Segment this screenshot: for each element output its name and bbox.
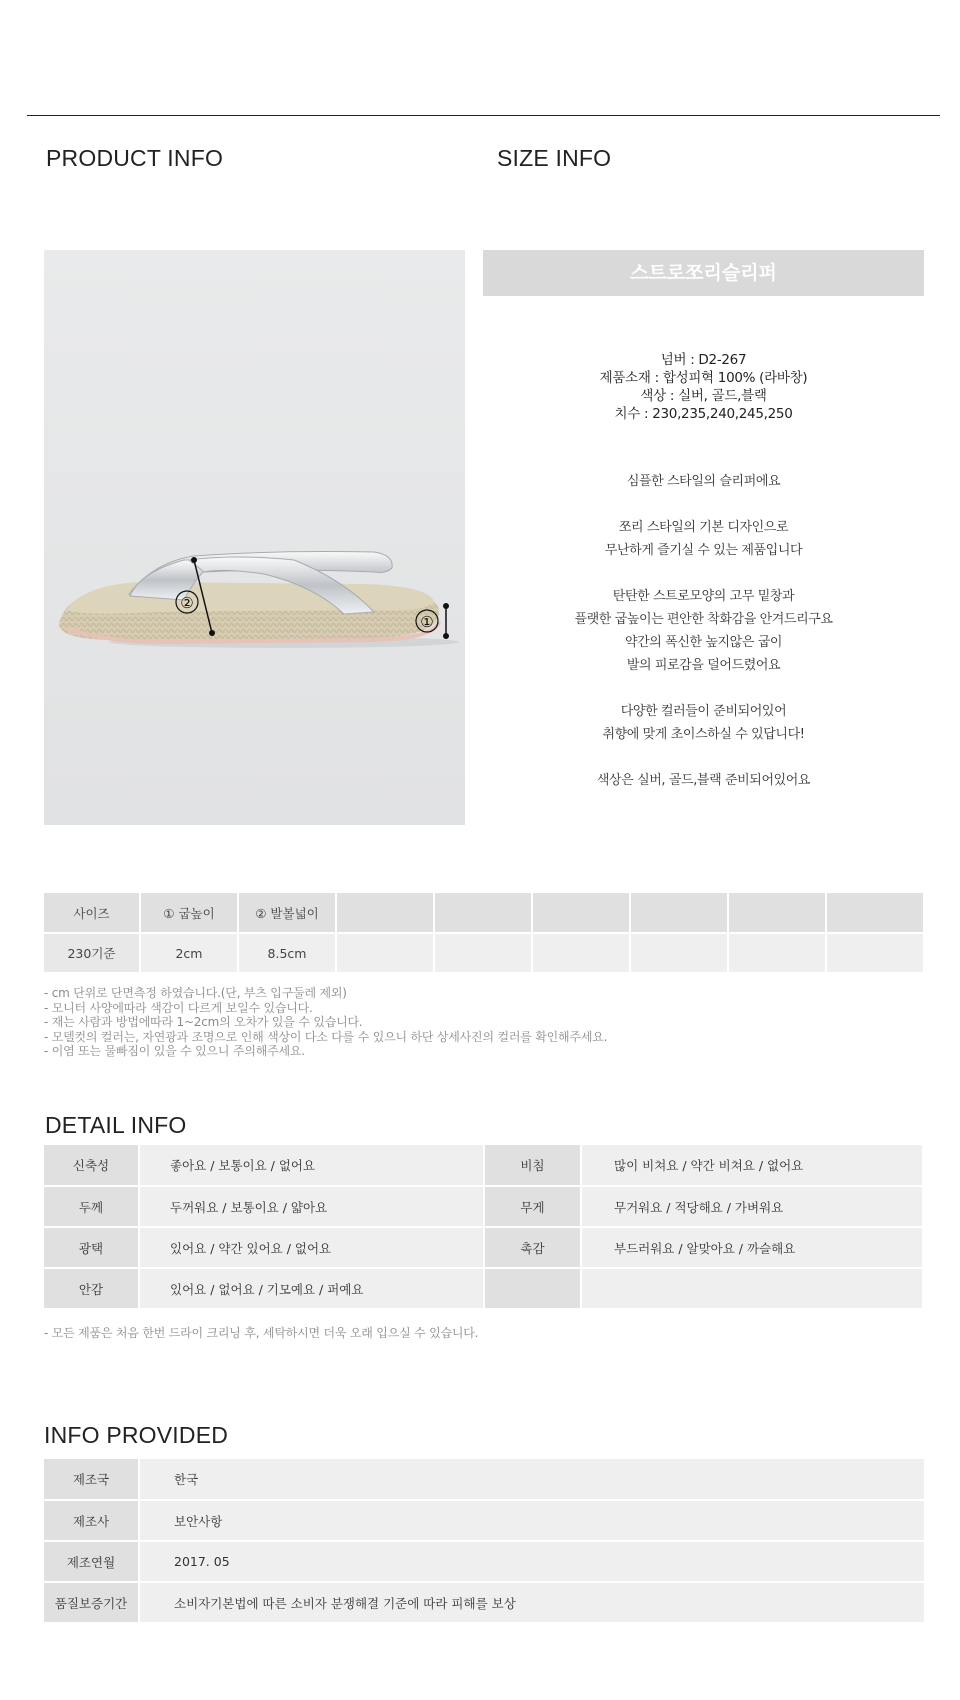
spec-size: 치수 : 230,235,240,245,250 [614,406,793,422]
size-table-header [44,893,924,933]
detail-value: 좋아요 / 보통이요 / 없어요 [139,1145,484,1186]
detail-value: 무거워요 / 적당해요 / 가벼워요 [581,1186,923,1227]
table-row [44,1268,923,1309]
detail-table [44,1145,924,1310]
size-header-cell [336,893,434,933]
info-provided-table [44,1459,924,1624]
table-row [44,1227,923,1268]
size-header-cell [434,893,532,933]
size-header-cell: 사이즈 [44,893,140,933]
detail-label: 촉감 [484,1227,581,1268]
info-label: 제조사 [44,1500,139,1541]
table-row [44,1145,923,1186]
table-row [44,1500,924,1541]
size-header-cell [532,893,630,933]
description-line: 탄탄한 스트로모양의 고무 밑창과 [612,589,795,604]
care-note: - 모든 제품은 처음 한번 드라이 크리닝 후, 세탁하시면 더욱 오래 입으실 수 있습니다. [44,1326,479,1340]
detail-label: 안감 [44,1268,139,1309]
table-row [44,933,924,973]
size-note: - cm 단위로 단면측정 하였습니다.(단, 부츠 입구둘레 제외) [44,986,347,1000]
size-cell: 230기준 [44,933,140,973]
product-info-heading: PRODUCT INFO [46,145,224,171]
description-line: 플랫한 굽높이는 편안한 착화감을 안겨드리구요 [574,612,833,627]
size-note: - 이염 또는 물빠짐이 있을 수 있으니 주의해주세요. [44,1044,305,1058]
description-line: 쪼리 스타일의 기본 디자인으로 [618,520,789,535]
detail-value: 부드러워요 / 알맞아요 / 까슬해요 [581,1227,923,1268]
description-line: 발의 피로감을 덜어드렸어요 [626,658,781,673]
detail-value: 있어요 / 없어요 / 기모예요 / 퍼예요 [139,1268,484,1309]
description-line: 약간의 폭신한 높지않은 굽이 [624,635,783,650]
table-row [44,1459,924,1500]
size-header-cell: ① 굽높이 [140,893,238,933]
spec-color: 색상 : 실버, 골드,블랙 [640,388,767,404]
size-note: - 재는 사람과 방법에따라 1~2cm의 오차가 있을 수 있습니다. [44,1015,363,1029]
description-line: 심플한 스타일의 슬리퍼에요 [626,474,781,489]
top-divider [27,115,940,116]
detail-label: 신축성 [44,1145,139,1186]
info-label: 제조연월 [44,1541,139,1582]
description-line: 무난하게 즐기실 수 있는 제품입니다 [604,543,803,558]
size-cell: 8.5cm [238,933,336,973]
table-row [44,1541,924,1582]
size-cell [630,933,728,973]
size-header-cell: ② 발볼넓이 [238,893,336,933]
spec-number: 넘버 : D2-267 [660,352,747,368]
size-cell [532,933,630,973]
size-table [44,893,925,974]
info-value: 2017. 05 [139,1541,924,1582]
marker-1-label: ① [420,613,434,631]
info-label: 품질보증기간 [44,1582,139,1623]
description-line: 다양한 컬러들이 준비되어있어 [620,704,787,719]
detail-value: 많이 비쳐요 / 약간 비쳐요 / 없어요 [581,1145,923,1186]
product-name-band: 스트로쪼리슬리퍼 [483,250,924,296]
detail-label: 광택 [44,1227,139,1268]
description-line: 색상은 실버, 골드,블랙 준비되어있어요 [596,773,811,788]
detail-value: 있어요 / 약간 있어요 / 없어요 [139,1227,484,1268]
info-provided-heading: INFO PROVIDED [44,1422,229,1448]
info-label: 제조국 [44,1459,139,1500]
info-value: 소비자기본법에 따른 소비자 분쟁해결 기준에 따라 피해를 보상 [139,1582,924,1623]
size-header-cell [826,893,924,933]
table-row [44,1582,924,1623]
size-info-heading: SIZE INFO [497,145,612,171]
sandal-illustration [44,250,465,825]
detail-info-heading: DETAIL INFO [45,1112,187,1138]
size-cell [826,933,924,973]
detail-label: 비침 [484,1145,581,1186]
size-notes [44,986,607,1059]
table-row [44,1186,923,1227]
marker-2-label: ② [180,594,194,612]
description-line: 취향에 맞게 초이스하실 수 있답니다! [602,727,805,742]
size-cell: 2cm [140,933,238,973]
size-note: - 모델컷의 컬러는, 자연광과 조명으로 인해 색상이 다소 다를 수 있으니 하단 상세사진의 컬러를 확인해주세요. [44,1029,608,1044]
info-value: 한국 [139,1459,924,1500]
size-cell [434,933,532,973]
size-cell [728,933,826,973]
size-cell [336,933,434,973]
detail-label: 무게 [484,1186,581,1227]
detail-label [484,1268,581,1309]
size-note: - 모니터 사양에따라 색감이 다르게 보일수 있습니다. [44,1000,313,1015]
size-header-cell [630,893,728,933]
size-header-cell [728,893,826,933]
spec-material: 제품소재 : 합성피혁 100% (라바창) [599,370,808,386]
info-value: 보안사항 [139,1500,924,1541]
detail-value [581,1268,923,1309]
detail-value: 두꺼워요 / 보통이요 / 얇아요 [139,1186,484,1227]
product-photo [44,250,465,825]
detail-label: 두께 [44,1186,139,1227]
